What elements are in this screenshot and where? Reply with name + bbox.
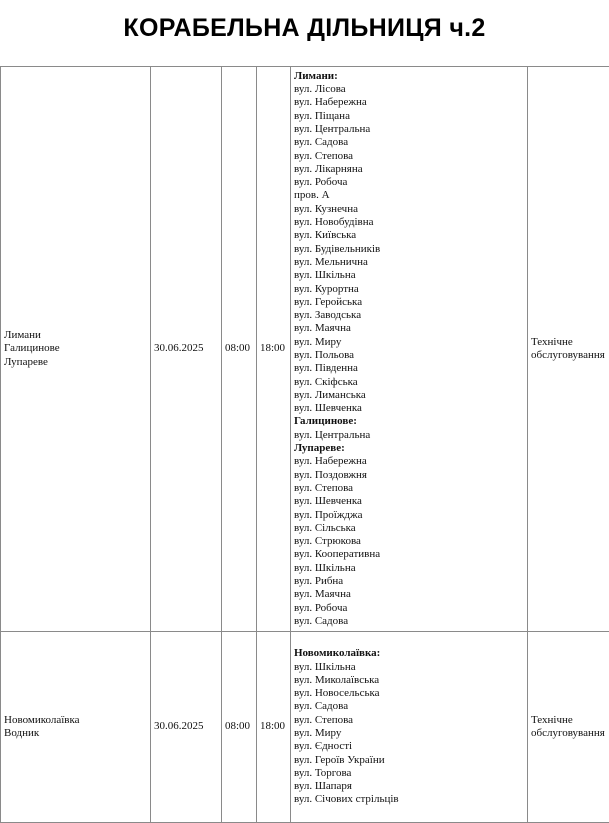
street-item: вул. Шапаря: [294, 780, 524, 793]
street-item: вул. Миру: [294, 336, 524, 349]
street-item: вул. Заводська: [294, 309, 524, 322]
street-item: вул. Новобудівна: [294, 216, 524, 229]
street-item: вул. Садова: [294, 136, 524, 149]
street-item: вул. Єдності: [294, 740, 524, 753]
street-item: вул. Садова: [294, 615, 524, 628]
street-item: вул. Шевченка: [294, 402, 524, 415]
table-row: [1, 632, 609, 823]
street-item: вул. Кооперативна: [294, 548, 524, 561]
street-item: вул. Маячна: [294, 588, 524, 601]
streets-cell: [291, 632, 528, 823]
locality-group-heading: Лупареве:: [294, 442, 524, 455]
street-item: вул. Лиманська: [294, 389, 524, 402]
street-item: вул. Проїжджа: [294, 509, 524, 522]
street-item: вул. Шкільна: [294, 661, 524, 674]
street-item: вул. Новосельська: [294, 687, 524, 700]
street-item: вул. Сільська: [294, 522, 524, 535]
street-item: вул. Центральна: [294, 123, 524, 136]
street-item: вул. Рибна: [294, 575, 524, 588]
date-cell: 30.06.2025: [151, 67, 222, 632]
street-item: вул. Миру: [294, 727, 524, 740]
street-item: вул. Шкільна: [294, 269, 524, 282]
end-time-cell: 18:00: [257, 67, 291, 632]
street-item: вул. Героїв України: [294, 754, 524, 767]
start-time-cell: 08:00: [222, 67, 257, 632]
street-item: вул. Польова: [294, 349, 524, 362]
locality-name: Лупареве: [4, 356, 147, 369]
end-time-cell: 18:00: [257, 632, 291, 823]
street-item: вул. Центральна: [294, 429, 524, 442]
locality-name: Галицинове: [4, 342, 147, 355]
street-item: вул. Степова: [294, 714, 524, 727]
street-item: вул. Лісова: [294, 83, 524, 96]
street-item: вул. Маячна: [294, 322, 524, 335]
street-item: вул. Садова: [294, 700, 524, 713]
start-time-cell: 08:00: [222, 632, 257, 823]
street-item: вул. Курортна: [294, 283, 524, 296]
localities-cell: [1, 632, 151, 823]
reason-text: Технічне: [531, 714, 608, 727]
reason-cell: [528, 67, 609, 632]
street-item: вул. Робоча: [294, 176, 524, 189]
street-item: вул. Степова: [294, 482, 524, 495]
reason-text: Технічне: [531, 336, 608, 349]
locality-name: Лимани: [4, 329, 147, 342]
street-item: вул. Мельнична: [294, 256, 524, 269]
street-item: вул. Шевченка: [294, 495, 524, 508]
street-item: вул. Геройська: [294, 296, 524, 309]
street-item: вул. Миколаївська: [294, 674, 524, 687]
streets-cell: [291, 67, 528, 632]
street-item: вул. Стрюкова: [294, 535, 524, 548]
reason-text: обслуговування: [531, 727, 608, 740]
locality-group-heading: Галицинове:: [294, 415, 524, 428]
localities-cell: [1, 67, 151, 632]
schedule-table: [0, 66, 609, 823]
street-item: вул. Кузнечна: [294, 203, 524, 216]
street-item: вул. Скіфська: [294, 376, 524, 389]
locality-name: Новомиколаївка: [4, 714, 147, 727]
street-item: вул. Будівельників: [294, 243, 524, 256]
date-cell: 30.06.2025: [151, 632, 222, 823]
locality-name: Водник: [4, 727, 147, 740]
reason-cell: [528, 632, 609, 823]
locality-group-heading: Лимани:: [294, 70, 524, 83]
street-item: вул. Піщана: [294, 110, 524, 123]
street-item: вул. Торгова: [294, 767, 524, 780]
street-item: вул. Степова: [294, 150, 524, 163]
street-item: вул. Південна: [294, 362, 524, 375]
table-row: [1, 67, 609, 632]
street-item: вул. Київська: [294, 229, 524, 242]
street-item: вул. Лікарняна: [294, 163, 524, 176]
street-item: вул. Січових стрільців: [294, 793, 524, 806]
street-item: пров. А: [294, 189, 524, 202]
locality-group-heading: Новомиколаївка:: [294, 647, 524, 660]
street-item: вул. Робоча: [294, 602, 524, 615]
street-item: вул. Набережна: [294, 455, 524, 468]
page-title: КОРАБЕЛЬНА ДІЛЬНИЦЯ ч.2: [0, 14, 609, 43]
street-item: вул. Шкільна: [294, 562, 524, 575]
street-item: вул. Набережна: [294, 96, 524, 109]
reason-text: обслуговування: [531, 349, 608, 362]
street-item: вул. Поздовжня: [294, 469, 524, 482]
